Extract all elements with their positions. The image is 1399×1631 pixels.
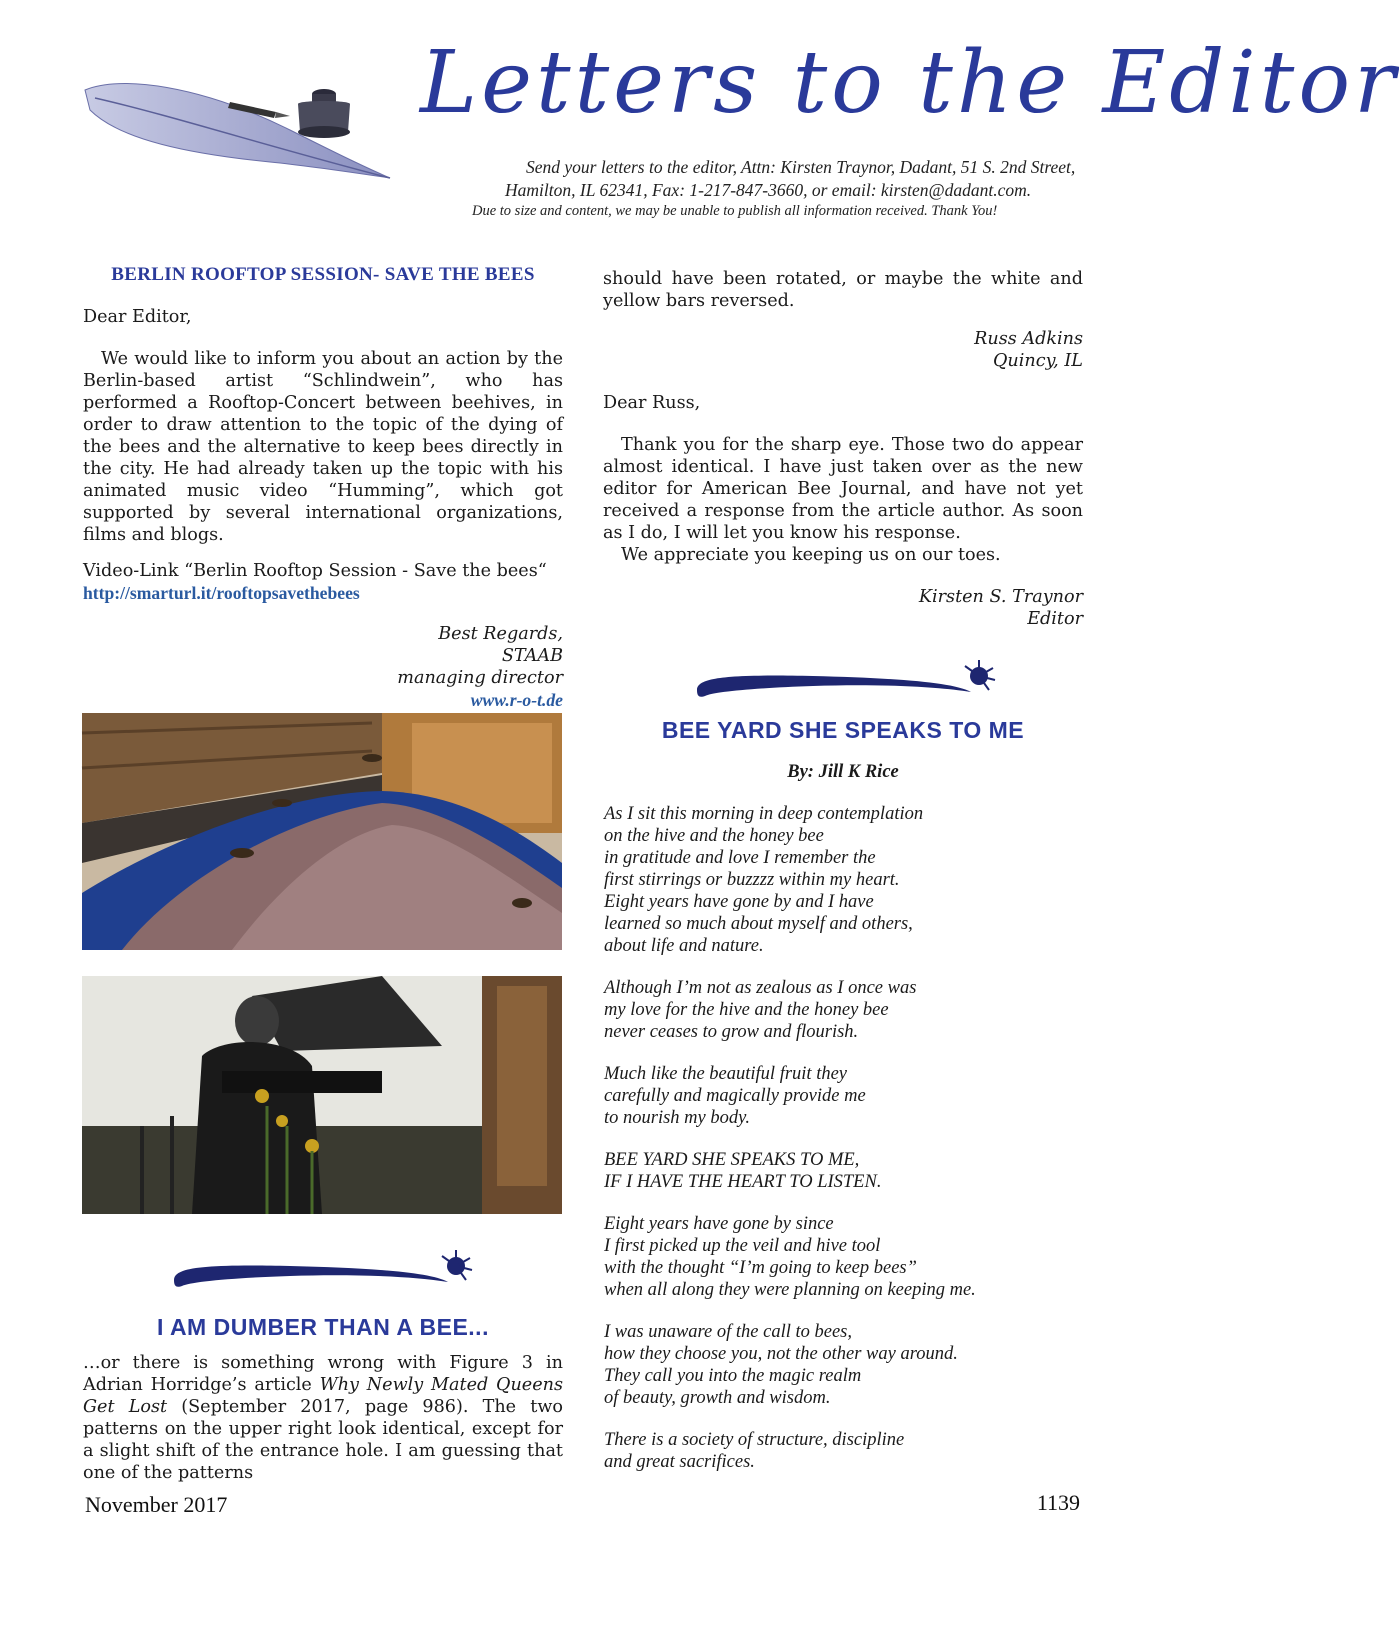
- letter1-body: We would like to inform you about an action by the Berlin-based artist “Schlindwein”, who has performed a Rooftop-Concert between beehives, in order to draw attention to the topic of the dying of the bees and the alternative to keep bees directly in the city. He had already taken up the topic with his animated music video “Humming”, which got supported by several international organizations, films and blogs.: [83, 349, 563, 545]
- letter1-sign-title: managing director: [397, 668, 563, 688]
- video-link-label: Video-Link “Berlin Rooftop Session - Save the bees“: [83, 561, 547, 581]
- ink-splash-divider: [170, 1246, 480, 1290]
- quill-illustration: [80, 70, 400, 190]
- letter2-sign-place: Quincy, IL: [993, 351, 1083, 371]
- reply-salutation: Dear Russ,: [603, 393, 701, 413]
- article-title: Why Newly Mated Queens Get Lost: [83, 1375, 563, 1417]
- inkwell-icon: [298, 89, 350, 138]
- letter2-body-part2: (September 2017, page 986). The two patterns on the upper right look identical, except for a slight shift of the entrance hole. I am guessing that one of the patterns: [83, 1397, 563, 1483]
- reply-body: Thank you for the sharp eye. Those two do appear almost identical. I have just taken over as the new editor for American Bee Journal, and have not yet received a response from the article author. As soon as I do, I will let you know his response.: [603, 435, 1083, 543]
- letter1-sign-name: STAAB: [501, 646, 563, 666]
- rooftop-concert-photo: [82, 976, 562, 1214]
- letter2-section: [83, 1316, 563, 1484]
- poem-stanza: BEE YARD SHE SPEAKS TO ME, IF I HAVE THE HEART TO LISTEN.: [604, 1150, 882, 1192]
- poem-body: [604, 803, 1094, 1473]
- reply-sign-name: Kirsten S. Traynor: [918, 587, 1083, 607]
- masthead-title: Letters to the Editor: [420, 33, 1399, 133]
- poem-stanza: Although I’m not as zealous as I once was my love for the hive and the honey bee never ceases to grow and flourish.: [604, 978, 917, 1042]
- poem-stanza: I was unaware of the call to bees, how they choose you, not the other way around. They call you into the magic realm of beauty, growth and wisdom.: [604, 1322, 958, 1408]
- video-link[interactable]: http://smarturl.it/rooftopsavethebees: [83, 583, 360, 603]
- letter1-salutation: Dear Editor,: [83, 307, 192, 327]
- submission-info-line2: Hamilton, IL 62341, Fax: 1-217-847-3660, or email: kirsten@dadant.com.: [505, 180, 1032, 200]
- disclaimer-line: Due to size and content, we may be unable to publish all information received. Thank You!: [472, 203, 998, 219]
- reply-sign-title: Editor: [1027, 609, 1083, 629]
- letter2-body-cont: should have been rotated, or maybe the white and yellow bars reversed.: [603, 269, 1083, 311]
- poem-stanza: There is a society of structure, discipline and great sacrifices.: [604, 1430, 905, 1472]
- right-column: [603, 268, 1083, 630]
- letter1-sign-web[interactable]: www.r-o-t.de: [470, 690, 563, 710]
- letter2-body: [83, 1352, 563, 1484]
- ink-splash-divider: [693, 656, 1003, 700]
- submission-info-line1: Send your letters to the editor, Attn: Kirsten Traynor, Dadant, 51 S. 2nd Street,: [526, 157, 1076, 177]
- issue-date: November 2017: [85, 1492, 228, 1517]
- poem-stanza: Much like the beautiful fruit they carefully and magically provide me to nourish my body.: [604, 1064, 866, 1128]
- poem-stanza: Eight years have gone by since I first picked up the veil and hive tool with the thought “I’m going to keep bees” when all along they were planning on keeping me.: [604, 1214, 976, 1300]
- letter2-sign-name: Russ Adkins: [974, 329, 1083, 349]
- poem-stanza: As I sit this morning in deep contemplation on the hive and the honey bee in gratitude and love I remember the first stirrings or buzzzz within my heart. Eight years have gone by and I have learned so much about myself and others, about life and nature.: [604, 804, 924, 956]
- letter2-heading: I AM DUMBER THAN A BEE...: [157, 1314, 489, 1340]
- beehive-photo: [82, 713, 562, 950]
- poem-byline: By: Jill K Rice: [787, 762, 899, 782]
- letter2-body-part1: …or there is something wrong with Figure 3 in Adrian Horridge’s article: [83, 1353, 563, 1395]
- letter1-sign-regards: Best Regards,: [438, 624, 563, 644]
- reply-body2: We appreciate you keeping us on our toes.: [621, 545, 1001, 565]
- letter1-heading: BERLIN ROOFTOP SESSION- SAVE THE BEES: [111, 264, 535, 285]
- poem-heading: BEE YARD SHE SPEAKS TO ME: [661, 717, 1025, 743]
- page-number: 1139: [1036, 1490, 1080, 1515]
- left-column: [83, 264, 563, 711]
